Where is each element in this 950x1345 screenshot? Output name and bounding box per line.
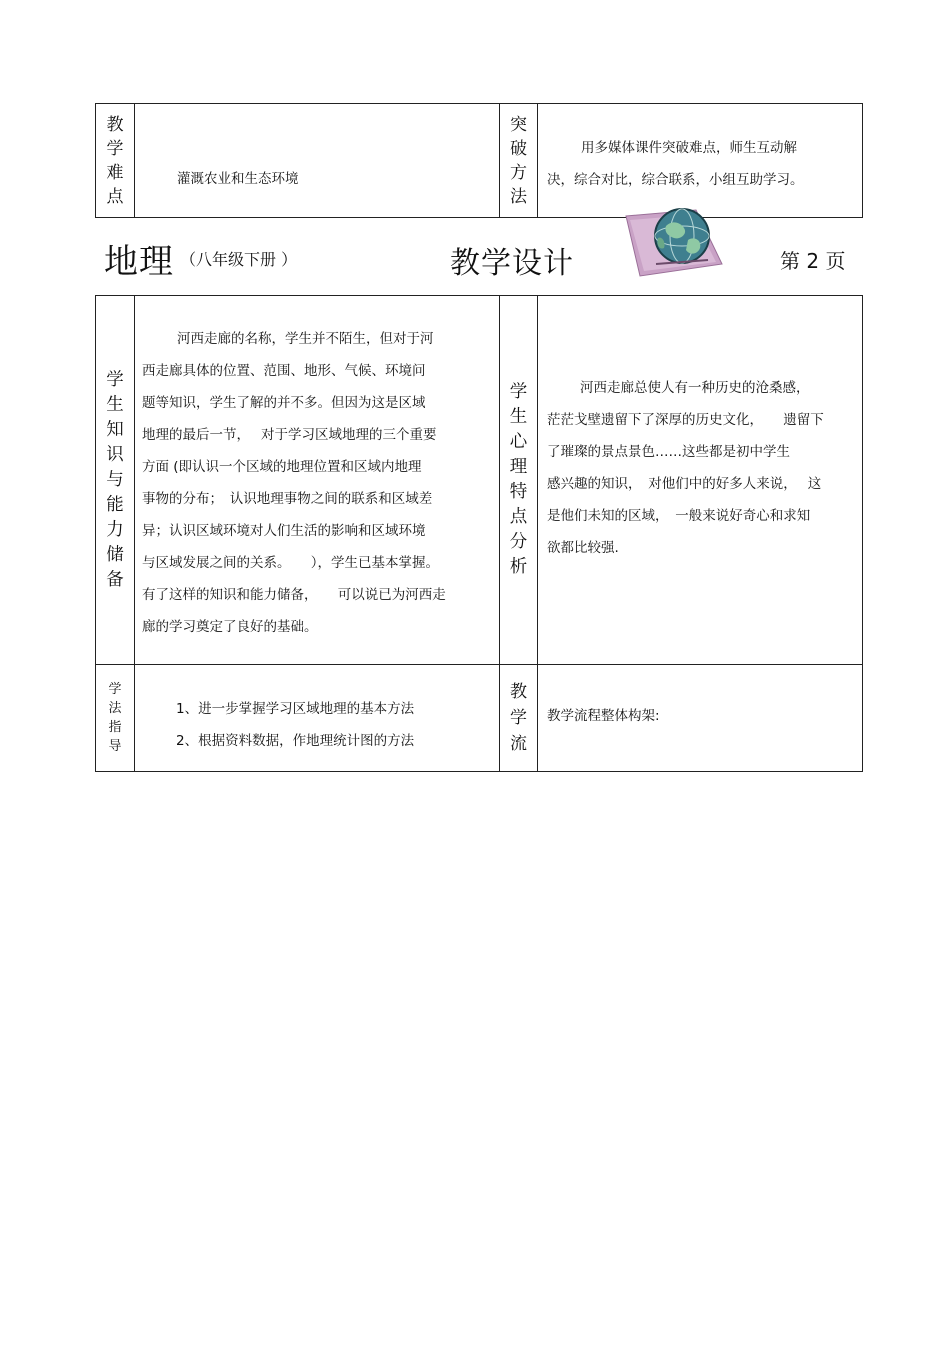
knowledge-ability-label: 学 生 知 识 与 能 力 储 备 — [96, 296, 135, 664]
grade-label: （八年级下册 ） — [180, 250, 298, 269]
learning-method-table — [95, 664, 863, 772]
knowledge-ability-content: 河西走廊的名称，学生并不陌生，但对于河 西走廊具体的位置、范围、地形、气候、环境问 题等知识，学生了解的并不多。但因为这是区域 地理的最后一节， 对于学习区域地理的三个重要 方面 (即认识一个区域的地理位置和区域内地理 事物的分布； 认识地理事物之间的联系和区域差 异；认识区域环境对人们生活的影响和区域环境 与区域发展之间的关系。 ），学生已基本掌握。 有了这样的知识和能力储备， 可以说已为河西走 廊的学习奠定了良好的基础。 — [135, 296, 500, 664]
page-number: 第 2 页 — [780, 249, 846, 273]
learning-method-content: 1、进一步掌握学习区域地理的基本方法 2、根据资料数据，作地理统计图的方法 — [135, 665, 500, 771]
design-title: 教学设计 — [450, 246, 574, 281]
difficulty-label: 教 学 难 点 — [96, 104, 135, 217]
difficulty-content: 灌溉农业和生态环境 — [135, 104, 500, 217]
psychology-analysis-label: 学 生 心 理 特 点 分 析 — [500, 296, 538, 664]
breakthrough-method-content: 用多媒体课件突破难点，师生互动解 决，综合对比，综合联系，小组互助学习。 — [547, 140, 804, 188]
teaching-flow-content: 教学流程整体构架: — [547, 708, 660, 724]
breakthrough-method-label: 突 破 方 法 — [500, 104, 538, 217]
difficulty-table — [95, 103, 863, 218]
subject-title: 地理 — [104, 242, 174, 282]
knowledge-table — [95, 295, 863, 665]
teaching-flow-label: 教 学 流 — [500, 665, 538, 771]
globe-icon — [618, 206, 728, 280]
learning-method-label: 学 法 指 导 — [96, 665, 135, 771]
psychology-analysis-content: 河西走廊总使人有一种历史的沧桑感， 茫茫戈壁遗留下了深厚的历史文化， 遗留下 了璀璨的景点景色……这些都是初中学生 感兴趣的知识， 对他们中的好多人来说， 这 是他们未知的区域， 一般来说好奇心和求知 欲都比较强. — [547, 380, 824, 556]
